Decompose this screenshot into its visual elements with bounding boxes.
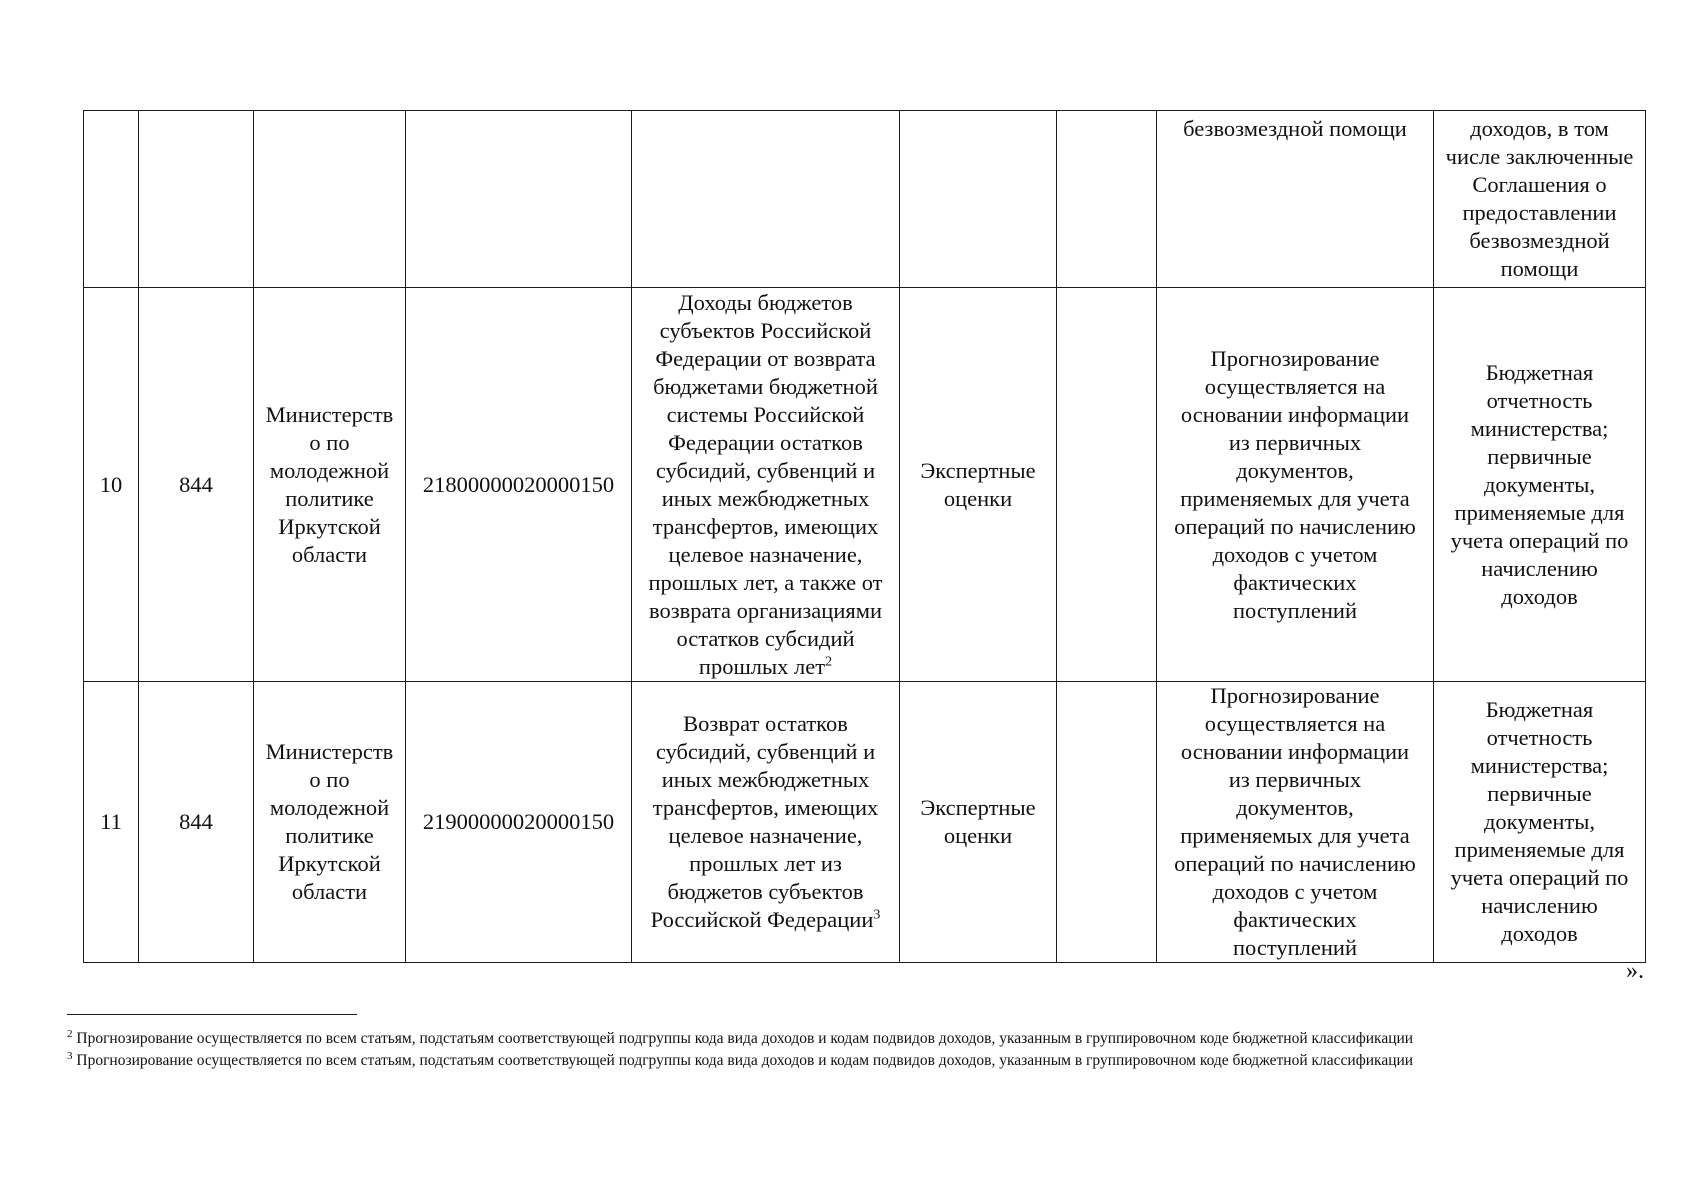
cell-method: [900, 111, 1057, 288]
cell-formula: [1057, 288, 1157, 682]
footnote-number: 2: [67, 1027, 73, 1040]
cell-source: Бюджетная отчетность министерства; первичные документы, применяемые для учета операций по начислению доходов: [1434, 288, 1646, 682]
cell-admin-name: Министерств о по молодежной политике Иркутской области: [254, 682, 406, 963]
table-row: [84, 682, 1646, 963]
cell-admin-code: [139, 111, 254, 288]
footnote-2: [67, 1027, 1567, 1048]
cell-income-name: Возврат остатков субсидий, субвенций и иных межбюджетных трансфертов, имеющих целевое назначение, прошлых лет из бюджетов субъектов Российской Федерации$^3$: [632, 682, 900, 963]
cell-income-name: Доходы бюджетов субъектов Российской Федерации от возврата бюджетами бюджетной системы Российской Федерации остатков субсидий, субвенций и иных межбюджетных трансфертов, имеющих целевое назначение, прошлых лет, а также от возврата организациями остатков субсидий прошлых лет$^2$: [632, 288, 900, 682]
cell-num: [84, 111, 139, 288]
table-row-continuation: [84, 111, 1646, 288]
footnote-text: Прогнозирование осуществляется по всем статьям, подстатьям соответствующей подгруппы кода вида доходов и кодам подвидов доходов, указанным в группировочном коде бюджетной классификации: [76, 1052, 1414, 1069]
footnote-number: 3: [67, 1049, 73, 1062]
cell-formula: [1057, 682, 1157, 963]
cell-formula: [1057, 111, 1157, 288]
cell-algorithm: безвозмездной помощи: [1157, 111, 1434, 288]
cell-admin-name: [254, 111, 406, 288]
footnote-text: Прогнозирование осуществляется по всем статьям, подстатьям соответствующей подгруппы кода вида доходов и кодам подвидов доходов, указанным в группировочном коде бюджетной классификации: [76, 1030, 1414, 1047]
cell-admin-code: 844: [139, 682, 254, 963]
footnote-3: [67, 1049, 1567, 1070]
cell-kbk: 21900000020000150: [406, 682, 632, 963]
cell-income-name: [632, 111, 900, 288]
cell-source: доходов, в том числе заключенные Соглашения о предоставлении безвозмездной помощи: [1434, 111, 1646, 288]
table-row: [84, 288, 1646, 682]
cell-num: 10: [84, 288, 139, 682]
cell-algorithm: Прогнозирование осуществляется на основании информации из первичных документов, применяемых для учета операций по начислению доходов с учетом фактических поступлений: [1157, 288, 1434, 682]
cell-kbk: [406, 111, 632, 288]
cell-kbk: 21800000020000150: [406, 288, 632, 682]
cell-method: Экспертные оценки: [900, 682, 1057, 963]
closing-quote-mark: ».: [1626, 958, 1644, 984]
footnotes: [67, 1027, 1567, 1074]
cell-method: Экспертные оценки: [900, 288, 1057, 682]
cell-num: 11: [84, 682, 139, 963]
cell-admin-name: Министерств о по молодежной политике Иркутской области: [254, 288, 406, 682]
cell-admin-code: 844: [139, 288, 254, 682]
income-forecast-table: [83, 110, 1646, 963]
cell-algorithm: Прогнозирование осуществляется на основании информации из первичных документов, применяемых для учета операций по начислению доходов с учетом фактических поступлений: [1157, 682, 1434, 963]
footnote-separator: [67, 1014, 357, 1015]
footnote-ref: 3: [873, 907, 881, 923]
cell-source: Бюджетная отчетность министерства; первичные документы, применяемые для учета операций по начислению доходов: [1434, 682, 1646, 963]
footnote-ref: 2: [825, 654, 833, 669]
